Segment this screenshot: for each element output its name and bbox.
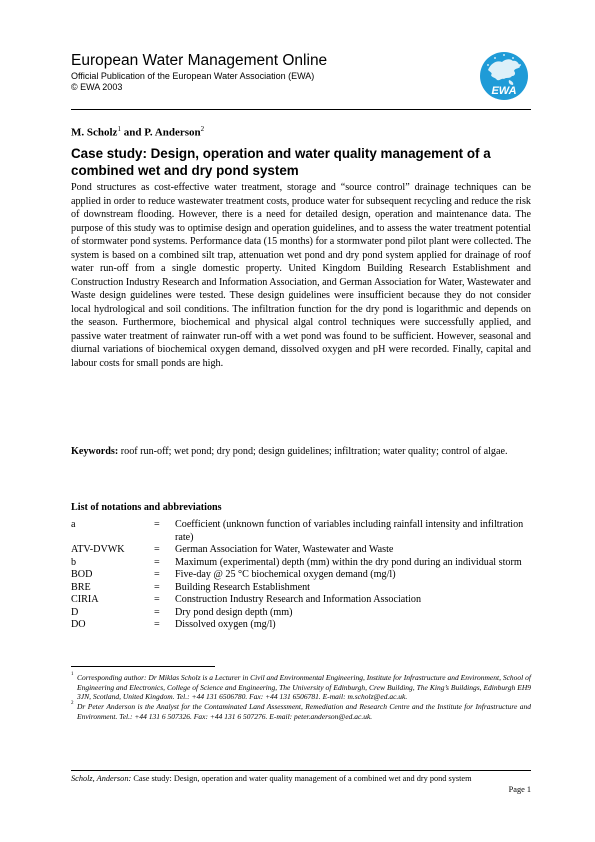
notation-definition: German Association for Water, Wastewater and Waste [175, 544, 394, 555]
notation-equals: = [154, 519, 160, 530]
keywords-label: Keywords: [71, 446, 119, 457]
notation-equals: = [154, 594, 160, 605]
notation-definition: Coefficient (unknown function of variables including rainfall intensity and infiltration rate) [175, 519, 524, 543]
journal-title: European Water Management Online [71, 52, 328, 69]
notation-term: b [71, 556, 77, 568]
notation-heading: List of notations and abbreviations [71, 502, 222, 513]
notation-row [71, 569, 531, 582]
page-footer [71, 773, 531, 794]
logo-text: EWA [491, 85, 517, 97]
footnote-number: 1 [71, 672, 74, 677]
notation-term: CIRIA [71, 594, 99, 605]
footnote-text: Dr Peter Anderson is the Analyst for the Contaminated Land Assessment, Remediation and Research Centre and the Institute for Infrastructure and Environment. Tel.: +44 131 6 507326. Fax: +44 131 6 507276. E-mail: peter.anderson@ed.ac.uk. [77, 702, 531, 721]
footer-citation-text: Case study: Design, operation and water quality management of a combined wet and dry pond system [133, 774, 472, 783]
notation-term: DO [71, 619, 86, 630]
footnote-number: 2 [71, 701, 74, 707]
journal-copyright: © EWA 2003 [71, 82, 123, 92]
notation-definition: Five-day @ 25 °C biochemical oxygen demand (mg/l) [175, 569, 396, 580]
notation-row [71, 519, 531, 544]
footnote [71, 673, 531, 702]
footer-citation [71, 773, 481, 784]
ewa-logo [479, 50, 529, 102]
notation-equals: = [154, 556, 160, 568]
notation-equals: = [154, 619, 160, 630]
notation-definition: Dissolved oxygen (mg/l) [175, 619, 276, 630]
author-line [71, 125, 204, 139]
notation-term: BRE [71, 581, 91, 593]
footnote [71, 702, 531, 721]
keywords [71, 445, 531, 459]
notation-row [71, 582, 531, 595]
notation-definition: Construction Industry Research and Information Association [175, 594, 422, 605]
notation-term: D [71, 606, 79, 618]
notation-row [71, 607, 531, 620]
notation-equals: = [154, 581, 160, 593]
notation-definition: Maximum (experimental) depth (mm) within the dry pond during an individual storm [175, 556, 522, 568]
author-1: M. Scholz [71, 126, 118, 139]
notation-list [71, 519, 531, 632]
footer-divider [71, 770, 531, 771]
page-number: Page 1 [508, 785, 531, 794]
author-2: P. Anderson [144, 126, 201, 139]
notation-row [71, 594, 531, 607]
footer-authors: Scholz, Anderson: [71, 774, 132, 783]
article-title: Case study: Design, operation and water quality management of a combined wet and dry pond system [71, 146, 491, 178]
notation-equals: = [154, 606, 160, 618]
notation-term: ATV-DVWK [71, 544, 125, 555]
notation-row [71, 557, 531, 570]
abstract-paragraph: Pond structures as cost-effective water treatment, storage and “source control” drainage techniques can be applied in order to reduce wastewater treatment costs, produce water for subsequent recycling and reduce the risk of downstream flooding. However, there is a need for detailed design, operation and maintenance data. The purpose of this study was to optimise design and operation guidelines, and to assess the water treatment potential of stormwater pond systems. Performance data (15 months) for a stormwater pond pilot plant were collected. The system is based on a combined silt trap, attenuation wet pond and dry pond system applied for drainage of roof water run-off from a single domestic property. United Kingdom Building Research Establishment and Construction Industry Research and Information Association, and German Association for Water, Wastewater and Waste design guidelines were tested. These design guidelines were insufficient because they do not consider local hydrological and soil conditions. The infiltration function for the dry pond is logarithmic and depends on the season. Furthermore, biochemical and physical algal control techniques were successfully applied, and passive water treatment of rainwater run-off with a wet pond was found to be sufficient. However, seasonal and diurnal variations of biochemical oxygen demand, dissolved oxygen and pH were recorded. Finally, capital and labour costs for small ponds are high. [71, 182, 531, 369]
notation-equals: = [154, 544, 160, 555]
footnote-divider [71, 666, 215, 667]
author-1-footnote-mark: 1 [117, 125, 121, 133]
keywords-text: roof run-off; wet pond; dry pond; design guidelines; infiltration; water quality; control of algae. [120, 446, 508, 457]
notation-term: BOD [71, 569, 93, 580]
journal-subtitle: Official Publication of the European Water Association (EWA) [71, 71, 315, 81]
author-conjunction: and [123, 126, 142, 139]
author-2-footnote-mark: 2 [200, 125, 205, 133]
notation-definition: Dry pond design depth (mm) [175, 606, 293, 618]
notation-row [71, 544, 531, 557]
footnote-text: Corresponding author: Dr Miklas Scholz is a Lecturer in Civil and Environmental Engineering, Institute for Infrastructure and Environment, School of Engineering and Electronics, College of Science and Engineering, The University of Edinburgh, Crew Building, The King’s Buildings, Edinburgh EH9 3JN, Scotland, United Kingdom. Tel.: +44 131 6506780. Fax: +44 131 6506781. E-mail: m.scholz@ed.ac.uk. [77, 673, 531, 702]
notation-row [71, 619, 531, 632]
journal-header [71, 50, 531, 110]
notation-definition: Building Research Establishment [175, 581, 310, 593]
footnotes [71, 673, 531, 722]
notation-equals: = [154, 569, 160, 580]
header-divider [71, 109, 531, 110]
notation-term: a [71, 519, 76, 530]
